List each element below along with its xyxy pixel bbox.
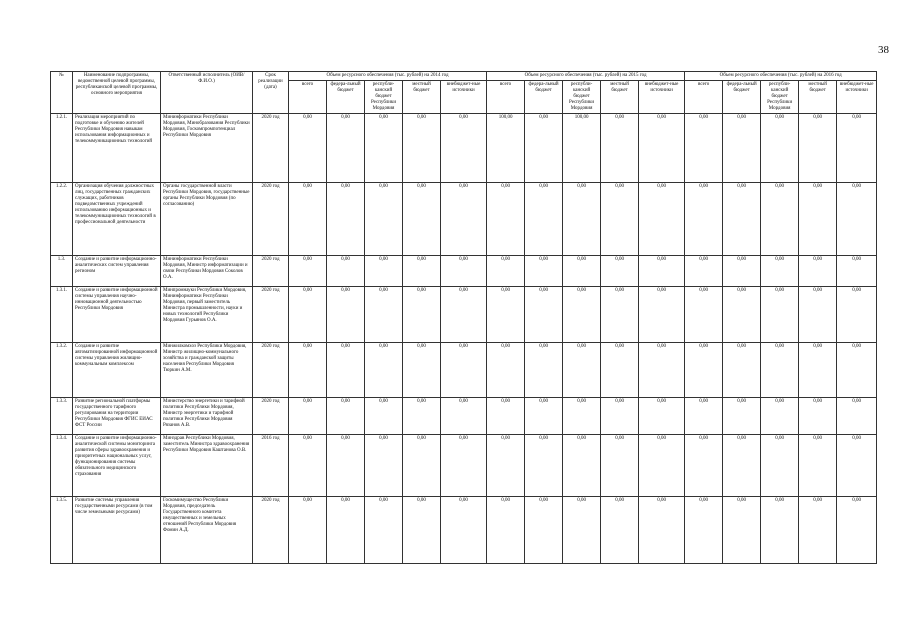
row-period: 2020 год (253, 343, 289, 398)
header-sub-col: республи-канский бюджет Республики Мордовия (563, 81, 601, 114)
row-value: 0,00 (837, 497, 877, 564)
row-value: 0,00 (761, 183, 799, 256)
row-value: 0,00 (441, 497, 487, 564)
row-value: 0,00 (799, 256, 837, 287)
header-sub-col: федера-льный бюджет (723, 81, 761, 114)
row-value: 0,00 (685, 183, 723, 256)
row-value: 0,00 (403, 114, 441, 183)
row-period: 2020 год (253, 398, 289, 435)
row-value: 0,00 (723, 287, 761, 343)
row-value: 0,00 (799, 114, 837, 183)
row-value: 0,00 (487, 183, 525, 256)
row-value: 0,00 (723, 497, 761, 564)
row-value: 0,00 (837, 435, 877, 497)
row-value: 0,00 (601, 114, 639, 183)
row-value: 0,00 (327, 398, 365, 435)
row-value: 0,00 (563, 497, 601, 564)
row-value: 0,00 (639, 343, 685, 398)
row-value: 0,00 (525, 183, 563, 256)
page-number: 38 (878, 44, 889, 56)
row-value: 0,00 (837, 114, 877, 183)
row-value: 0,00 (639, 497, 685, 564)
row-value: 0,00 (685, 497, 723, 564)
row-value: 0,00 (365, 497, 403, 564)
row-value: 0,00 (403, 287, 441, 343)
table-row (51, 114, 877, 183)
row-value: 0,00 (403, 497, 441, 564)
header-sub-col: внебюджет-ные источники (441, 81, 487, 114)
row-number: 1.3.2. (51, 343, 73, 398)
row-value: 0,00 (327, 256, 365, 287)
row-value: 0,00 (365, 398, 403, 435)
row-value: 0,00 (289, 114, 327, 183)
row-value: 0,00 (487, 435, 525, 497)
row-value: 0,00 (525, 256, 563, 287)
row-value: 0,00 (799, 183, 837, 256)
row-name: Развитие региональной платформы государственного тарифного регулирования на территории Республики Мордовия ФГИС ЕИАС ФСТ России (73, 398, 161, 435)
row-name: Создание и развитие информационно-аналитических систем управления регионом (73, 256, 161, 287)
row-value: 0,00 (601, 256, 639, 287)
row-number: 1.2.1. (51, 114, 73, 183)
row-value: 0,00 (799, 497, 837, 564)
row-value: 0,00 (327, 435, 365, 497)
row-value: 0,00 (327, 287, 365, 343)
row-value: 0,00 (723, 435, 761, 497)
table-row (51, 398, 877, 435)
row-value: 0,00 (761, 343, 799, 398)
header-period: Срок реализации (дата) (253, 72, 289, 114)
row-value: 0,00 (327, 343, 365, 398)
row-value: 0,00 (761, 435, 799, 497)
header-sub-col: местный бюджет (799, 81, 837, 114)
row-value: 0,00 (601, 398, 639, 435)
row-value: 0,00 (601, 287, 639, 343)
table-row (51, 435, 877, 497)
header-sub-col: внебюджет-ные источники (837, 81, 877, 114)
row-number: 1.3.5. (51, 497, 73, 564)
row-value: 0,00 (837, 183, 877, 256)
row-value: 0,00 (403, 398, 441, 435)
row-number: 1.3.1. (51, 287, 73, 343)
table-row (51, 256, 877, 287)
row-executor: Минпромнауки Республики Мордовия, Мининформатики Республики Мордовия, первый заместитель Министра промышленности, науки и новых технологий Республики Мордовия Гурьянов О.А. (161, 287, 253, 343)
row-value: 0,00 (441, 398, 487, 435)
row-value: 0,00 (525, 343, 563, 398)
header-sub-col: федера-льный бюджет (327, 81, 365, 114)
row-period: 2016 год (253, 435, 289, 497)
row-value: 0,00 (327, 114, 365, 183)
row-value: 0,00 (563, 398, 601, 435)
row-value: 0,00 (685, 343, 723, 398)
row-name: Создание и развитие информационно-аналитической системы мониторинга развития сферы здравоохранения и приоритетных национальных услуг, функционирования системы обязательного медицинского страхования (73, 435, 161, 497)
row-value: 0,00 (837, 343, 877, 398)
row-name: Развитие системы управления государственными ресурсами (в том числе земельными ресурсами) (73, 497, 161, 564)
row-value: 0,00 (639, 183, 685, 256)
row-number: 1.3. (51, 256, 73, 287)
row-value: 100,00 (487, 114, 525, 183)
header-executor: Ответственный исполнитель (ОИВ/Ф.И.О.) (161, 72, 253, 114)
row-executor: Мининформатики Республики Мордовия, Министр информатизации и связи Республики Мордовия Соколов О.А. (161, 256, 253, 287)
row-executor: Мининформатики Республики Мордовия, Минобразования Республики Мордовия, Госкомпромпотенциал Республики Мордовия (161, 114, 253, 183)
row-period: 2020 год (253, 183, 289, 256)
header-sub-col: всего (289, 81, 327, 114)
row-value: 0,00 (289, 183, 327, 256)
row-executor: Министерство энергетики и тарифной политики Республики Мордовия, Министр энергетики и тарифной политики Республики Мордовия Рязанов А.В. (161, 398, 253, 435)
row-value: 0,00 (365, 343, 403, 398)
row-value: 0,00 (327, 183, 365, 256)
row-value: 0,00 (761, 114, 799, 183)
row-value: 0,00 (487, 398, 525, 435)
row-value: 0,00 (365, 287, 403, 343)
row-name: Создание и развитие информационной системы управления научно-инновационной деятельностью Республики Мордовия (73, 287, 161, 343)
row-value: 0,00 (563, 256, 601, 287)
row-value: 0,00 (685, 435, 723, 497)
row-value: 0,00 (487, 343, 525, 398)
row-value: 0,00 (639, 435, 685, 497)
row-value: 0,00 (525, 114, 563, 183)
row-value: 0,00 (601, 497, 639, 564)
header-sub-col: республи-канский бюджет Республики Мордовия (761, 81, 799, 114)
row-value: 0,00 (289, 287, 327, 343)
row-value: 0,00 (289, 256, 327, 287)
row-value: 0,00 (403, 256, 441, 287)
header-name: Наименование подпрограммы, ведомственной целевой программы, республиканской целевой программы, основного мероприятия (73, 72, 161, 114)
row-number: 1.2.2. (51, 183, 73, 256)
row-name: Организация обучения должностных лиц, государственных гражданских служащих, работников подведомственных учреждений использованию информационных и телекоммуникационных технологий в профессиональной деятельности (73, 183, 161, 256)
header-sub-col: местный бюджет (403, 81, 441, 114)
row-period: 2020 год (253, 497, 289, 564)
header-sub-col: внебюджет-ные источники (639, 81, 685, 114)
row-number: 1.3.4. (51, 435, 73, 497)
row-value: 0,00 (563, 287, 601, 343)
header-sub-col: местный бюджет (601, 81, 639, 114)
row-value: 100,00 (563, 114, 601, 183)
resource-table (50, 71, 877, 564)
header-num: № (51, 72, 73, 114)
row-value: 0,00 (365, 114, 403, 183)
row-value: 0,00 (799, 343, 837, 398)
row-value: 0,00 (799, 435, 837, 497)
row-value: 0,00 (601, 435, 639, 497)
row-value: 0,00 (365, 183, 403, 256)
row-value: 0,00 (685, 256, 723, 287)
row-value: 0,00 (289, 398, 327, 435)
row-value: 0,00 (761, 287, 799, 343)
row-period: 2020 год (253, 256, 289, 287)
row-value: 0,00 (761, 497, 799, 564)
row-period: 2020 год (253, 287, 289, 343)
row-value: 0,00 (563, 435, 601, 497)
row-value: 0,00 (289, 435, 327, 497)
row-value: 0,00 (525, 435, 563, 497)
row-value: 0,00 (441, 287, 487, 343)
row-value: 0,00 (601, 183, 639, 256)
row-value: 0,00 (403, 435, 441, 497)
row-value: 0,00 (289, 343, 327, 398)
row-executor: Госкомимущество Республики Мордовия, председатель Государственного комитета имущественных и земельных отношений Республики Мордовия Фомин А.Д. (161, 497, 253, 564)
row-value: 0,00 (365, 256, 403, 287)
row-value: 0,00 (441, 183, 487, 256)
row-value: 0,00 (487, 256, 525, 287)
row-value: 0,00 (487, 497, 525, 564)
row-value: 0,00 (365, 435, 403, 497)
row-value: 0,00 (723, 114, 761, 183)
row-value: 0,00 (441, 343, 487, 398)
row-value: 0,00 (563, 343, 601, 398)
row-number: 1.3.3. (51, 398, 73, 435)
header-sub-col: федера-льный бюджет (525, 81, 563, 114)
row-value: 0,00 (639, 287, 685, 343)
header-group-2016: Объем ресурсного обеспечения (тыс. рублей) на 2016 год (685, 72, 877, 81)
table-row (51, 343, 877, 398)
table-row (51, 287, 877, 343)
header-group-2014: Объем ресурсного обеспечения (тыс. рублей) на 2014 год (289, 72, 487, 81)
header-group-2015: Объем ресурсного обеспечения (тыс. рублей) на 2015 год (487, 72, 685, 81)
row-value: 0,00 (563, 183, 601, 256)
row-value: 0,00 (525, 497, 563, 564)
row-value: 0,00 (837, 256, 877, 287)
row-executor: Органы государственной власти Республики Мордовия, государственные органы Республики Мордовия (по согласованию) (161, 183, 253, 256)
row-value: 0,00 (525, 398, 563, 435)
row-value: 0,00 (799, 287, 837, 343)
row-value: 0,00 (799, 398, 837, 435)
row-value: 0,00 (525, 287, 563, 343)
row-value: 0,00 (723, 343, 761, 398)
row-value: 0,00 (761, 398, 799, 435)
row-value: 0,00 (761, 256, 799, 287)
row-value: 0,00 (441, 435, 487, 497)
row-name: Реализация мероприятий по подготовке и обучению жителей Республики Мордовия навыкам использования информационных и телекоммуникационных технологий (73, 114, 161, 183)
row-value: 0,00 (441, 114, 487, 183)
row-value: 0,00 (723, 398, 761, 435)
row-executor: Минжилкомхоз Республики Мордовия, Министр жилищно-коммунального хозяйства и гражданской защиты населения Республики Мордовия Тюркин А.М. (161, 343, 253, 398)
header-sub-col: всего (487, 81, 525, 114)
table-row (51, 183, 877, 256)
row-value: 0,00 (403, 343, 441, 398)
header-sub-col: всего (685, 81, 723, 114)
row-value: 0,00 (837, 287, 877, 343)
row-executor: Минздрав Республики Мордовия, заместитель Министра здравоохранения Республики Мордовия Каштанова О.В. (161, 435, 253, 497)
row-name: Создание и развитие автоматизированной информационной системы управления жилищно-коммунальным комплексом (73, 343, 161, 398)
row-value: 0,00 (487, 287, 525, 343)
row-value: 0,00 (723, 256, 761, 287)
row-value: 0,00 (685, 287, 723, 343)
row-value: 0,00 (723, 183, 761, 256)
row-value: 0,00 (639, 256, 685, 287)
row-value: 0,00 (685, 398, 723, 435)
row-value: 0,00 (403, 183, 441, 256)
row-value: 0,00 (441, 256, 487, 287)
row-value: 0,00 (639, 398, 685, 435)
table-row (51, 497, 877, 564)
row-value: 0,00 (837, 398, 877, 435)
row-value: 0,00 (639, 114, 685, 183)
row-value: 0,00 (685, 114, 723, 183)
header-sub-col: республи-канский бюджет Республики Мордовия (365, 81, 403, 114)
row-value: 0,00 (327, 497, 365, 564)
row-value: 0,00 (289, 497, 327, 564)
row-value: 0,00 (601, 343, 639, 398)
row-period: 2020 год (253, 114, 289, 183)
